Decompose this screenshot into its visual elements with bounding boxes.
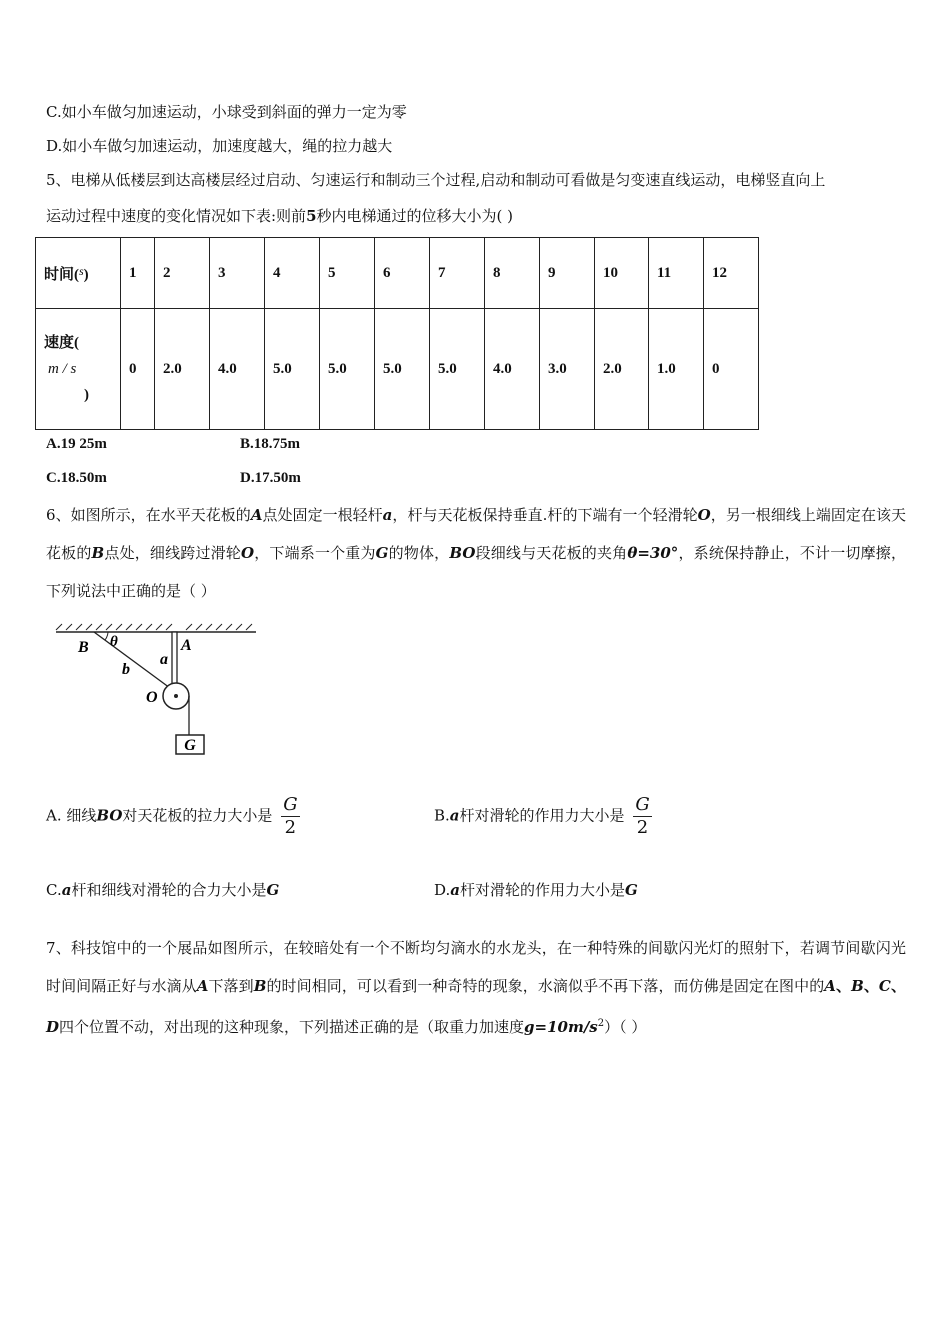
table-cell: 0 xyxy=(121,309,155,430)
label-g: G xyxy=(184,737,196,754)
q7-var: B xyxy=(253,977,267,995)
angle-arc xyxy=(105,632,108,640)
q6-opt-text: 对天花板的拉力大小是 xyxy=(122,806,273,825)
q7-gravity: g=10m/s xyxy=(524,1018,598,1036)
label-a-point: A xyxy=(181,637,192,654)
q6-text: 点处固定一根轻杆 xyxy=(262,506,383,524)
table-cell: 6 xyxy=(375,238,430,309)
q7-var: D xyxy=(46,1018,60,1036)
q6-var-g: G xyxy=(375,544,389,562)
speed-header-cell xyxy=(36,309,121,430)
q5-option-c: C.18.50m xyxy=(46,470,107,486)
label-o: O xyxy=(146,689,158,706)
q5-option-b: B.18.75m xyxy=(240,436,300,452)
q7-superscript: 2 xyxy=(597,1018,605,1029)
q6-text: ，杆与天花板保持垂直.杆的下端有一个轻滑轮 xyxy=(392,506,698,524)
q7-text: 的时间相同，可以看到一种奇特的现象，水滴似乎不再下落，而仿佛是固定在图中的 xyxy=(266,977,825,995)
fraction-g-over-2 xyxy=(633,794,651,839)
pulley-diagram xyxy=(52,620,262,760)
q7-var: C xyxy=(878,977,891,995)
q6-text: ，另一根细线上端固定在该天花板的 xyxy=(46,506,906,562)
q6-var-rod: a xyxy=(382,506,393,524)
table-cell: 9 xyxy=(540,238,595,309)
q5-stem-line1: 5、电梯从低楼层到达高楼层经过启动、匀速运行和制动三个过程,启动和制动可看做是匀变速直线运动，电梯竖直向上 xyxy=(46,171,826,189)
q6-opt-text: D. xyxy=(434,881,451,899)
q6-text: ，下端系一个重为 xyxy=(254,544,376,562)
table-cell: 11 xyxy=(649,238,704,309)
time-label-close: ) xyxy=(83,266,89,283)
q6-var-o: O xyxy=(240,544,255,562)
table-cell: 0 xyxy=(704,309,759,430)
table-cell: 5.0 xyxy=(430,309,485,430)
q7-var: A xyxy=(196,977,209,995)
q7-sep: 、 xyxy=(835,977,852,995)
q5-stem-number: 5 xyxy=(306,207,317,225)
table-cell: 3.0 xyxy=(540,309,595,430)
speed-unit: m / s xyxy=(48,361,77,377)
q6-opt-text: A. 细线 xyxy=(46,806,97,825)
q6-opt-text: B. xyxy=(434,806,450,825)
ceiling-hatching xyxy=(56,624,252,630)
q6-var-b-point: B xyxy=(91,544,105,562)
table-row-time xyxy=(36,238,759,309)
q7-text: 四个位置不动，对出现的这种现象，下列描述正确的是（取重力加速度 xyxy=(59,1018,525,1036)
time-label: 时间( xyxy=(44,266,79,283)
speed-label: 速度( xyxy=(44,335,79,351)
label-string-b: b xyxy=(122,661,130,678)
q7-var: A xyxy=(824,977,836,995)
q6-angle: θ=30° xyxy=(627,544,679,562)
fraction-numerator: G xyxy=(283,794,298,815)
table-cell: 8 xyxy=(485,238,540,309)
label-theta: θ xyxy=(110,634,118,650)
q6-opt-text: C. xyxy=(46,881,62,899)
speed-label-close: ) xyxy=(84,387,89,403)
table-cell: 3 xyxy=(210,238,265,309)
time-header-cell xyxy=(36,238,121,309)
table-cell: 2.0 xyxy=(155,309,210,430)
table-cell: 4.0 xyxy=(210,309,265,430)
time-unit: s xyxy=(79,263,84,278)
q7-sep: 、 xyxy=(863,977,879,995)
q6-text: 段细线与天花板的夹角 xyxy=(475,544,628,562)
fraction-denominator: 2 xyxy=(284,817,297,838)
table-cell: 4 xyxy=(265,238,320,309)
table-cell: 1.0 xyxy=(649,309,704,430)
string-bo xyxy=(94,632,170,688)
table-cell: 1 xyxy=(121,238,155,309)
q6-stem xyxy=(46,496,906,610)
q6-option-a xyxy=(46,794,300,839)
velocity-table xyxy=(35,237,759,430)
fraction-denominator: 2 xyxy=(636,817,649,838)
q5-option-a: A.19 25m xyxy=(46,436,107,452)
q6-var-bo: BO xyxy=(449,544,476,562)
q6-opt-var: BO xyxy=(96,806,123,825)
fraction-numerator: G xyxy=(635,794,650,815)
q7-stem xyxy=(46,929,906,1046)
q7-var: B xyxy=(851,977,864,995)
q6-opt-var: G xyxy=(266,881,280,899)
q6-opt-var: a xyxy=(450,881,460,899)
q7-text: 下落到 xyxy=(208,977,254,995)
table-cell: 7 xyxy=(430,238,485,309)
pulley-axle xyxy=(174,694,178,698)
table-cell: 12 xyxy=(704,238,759,309)
q5-option-d: D.17.50m xyxy=(240,470,301,486)
q6-text: ，系统保持静止，不计一切摩擦，下列说法中正确的是（ ） xyxy=(46,544,906,600)
table-cell: 5.0 xyxy=(375,309,430,430)
table-cell: 2.0 xyxy=(595,309,649,430)
q6-option-c xyxy=(46,879,279,900)
q6-option-b xyxy=(434,794,652,839)
q7-text: ）（ ） xyxy=(604,1018,647,1036)
q6-opt-text: 杆和细线对滑轮的合力大小是 xyxy=(71,881,267,899)
table-cell: 5.0 xyxy=(265,309,320,430)
q6-var-a-point: A xyxy=(250,506,263,524)
q6-var-o: O xyxy=(697,506,711,524)
q6-opt-text: 杆对滑轮的作用力大小是 xyxy=(460,881,626,899)
q7-text: 7、科技馆中的一个展品如图所示，在较暗处有一个不断均匀滴水的水龙头，在一种特殊的间歇闪光灯的照射下，若调节间歇闪光时间间隔正好与水滴从 xyxy=(46,939,906,995)
q6-text: 点处，细线跨过滑轮 xyxy=(104,544,241,562)
q4-option-c: C.如小车做匀加速运动，小球受到斜面的弹力一定为零 xyxy=(46,103,407,121)
label-b-point: B xyxy=(78,639,89,656)
fraction-g-over-2 xyxy=(281,794,299,839)
q6-text: 的物体， xyxy=(388,544,450,562)
q6-text: 6、如图所示，在水平天花板的 xyxy=(46,506,251,524)
table-cell: 10 xyxy=(595,238,649,309)
q6-opt-var: G xyxy=(625,881,638,899)
table-row-speed xyxy=(36,309,759,430)
q5-stem-text-a: 运动过程中速度的变化情况如下表:则前 xyxy=(46,207,307,225)
q5-stem-text-b: 秒内电梯通过的位移大小为( ) xyxy=(316,207,513,225)
table-cell: 4.0 xyxy=(485,309,540,430)
table-cell: 2 xyxy=(155,238,210,309)
q6-opt-var: a xyxy=(449,806,460,825)
table-cell: 5.0 xyxy=(320,309,375,430)
q4-option-d: D.如小车做匀加速运动，加速度越大，绳的拉力越大 xyxy=(46,137,393,155)
q7-sep: 、 xyxy=(890,977,906,995)
q5-stem-line2 xyxy=(46,206,513,226)
q6-option-d xyxy=(434,879,638,900)
q6-opt-var: a xyxy=(61,881,72,899)
q6-opt-text: 杆对滑轮的作用力大小是 xyxy=(459,806,625,825)
table-cell: 5 xyxy=(320,238,375,309)
label-rod-a: a xyxy=(160,651,168,668)
